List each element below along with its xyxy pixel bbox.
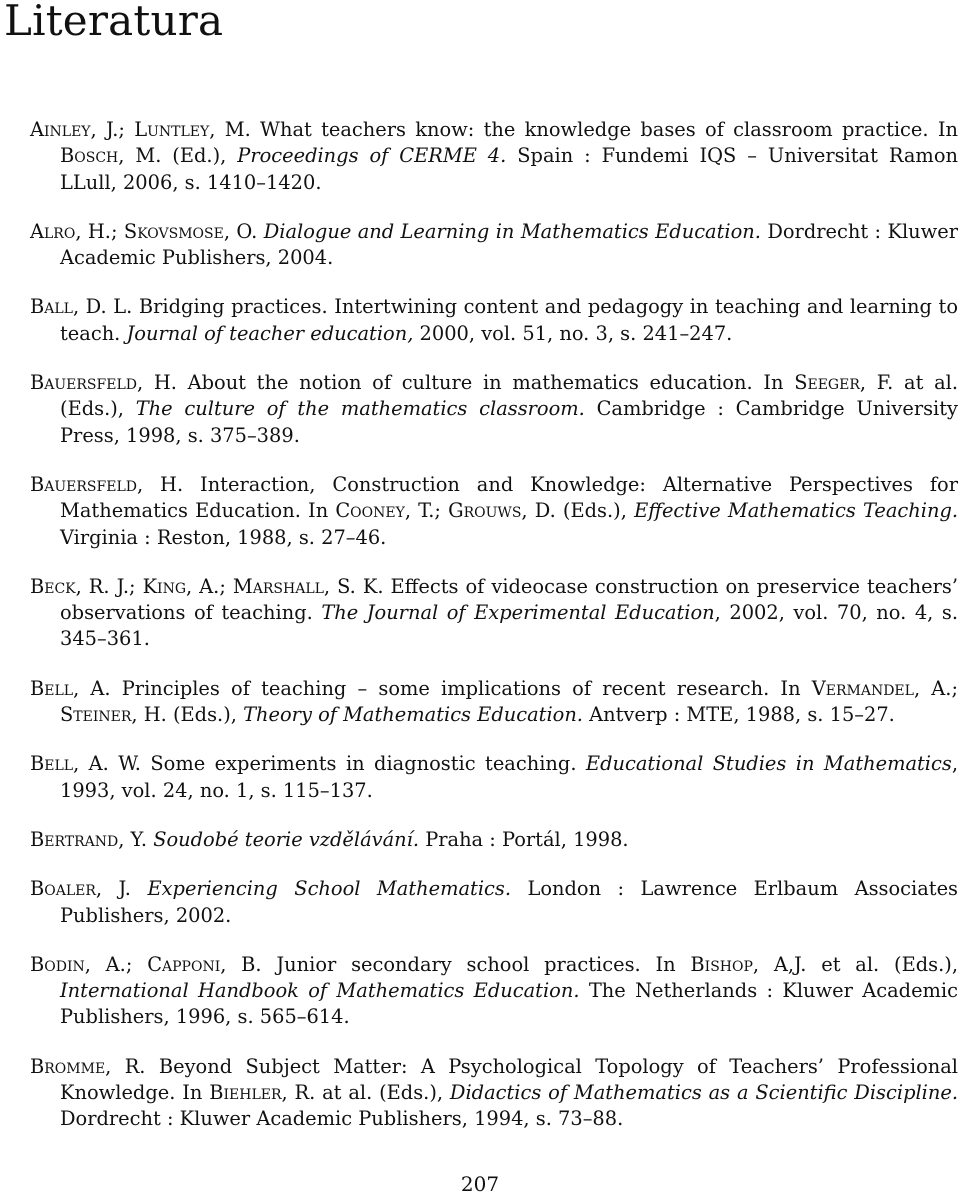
reference-text: Antverp : MTE, 1988, s. 15–27. <box>582 703 895 727</box>
reference-text: Effects of videocase construction on preservice teachers’ observations of teaching. <box>60 574 959 625</box>
reference-author: Marshall, S. K. <box>232 574 384 598</box>
reference-author: Capponi, B. <box>147 952 262 976</box>
reference-text: About the notion of culture in mathematics education. In <box>176 371 795 395</box>
reference-entry <box>30 117 958 196</box>
reference-text: 2000, vol. 51, no. 3, s. 241–247. <box>413 321 733 345</box>
reference-author: Beck, R. J. <box>30 574 130 598</box>
reference-text: (Eds.), <box>166 703 244 727</box>
reference-author: King, A. <box>142 574 220 598</box>
reference-author: Skovsmose, O. <box>123 219 258 243</box>
reference-text: at al. (Eds.), <box>60 371 959 421</box>
reference-text: The Netherlands : Kluwer Academic Publishers, 1996, s. 565–614. <box>60 979 958 1029</box>
reference-author: Luntley, M. <box>134 118 251 141</box>
reference-title: Dialogue and Learning in Mathematics Education. <box>263 219 761 243</box>
reference-text: What teachers know: the knowledge bases of classroom practice. In <box>250 118 958 141</box>
reference-entry <box>30 827 958 853</box>
reference-title: Educational Studies in Mathematics <box>585 752 952 776</box>
reference-entry <box>30 370 958 449</box>
reference-list <box>30 117 958 1156</box>
reference-entry <box>30 876 958 929</box>
reference-text: Some experiments in diagnostic teaching. <box>140 752 586 776</box>
reference-title: Didactics of Mathematics as a Scientific Discipline. <box>449 1081 959 1105</box>
reference-entry <box>30 574 958 653</box>
reference-text: at al. (Eds.), <box>315 1081 450 1105</box>
reference-text: (Ed.), <box>161 144 238 168</box>
reference-text: ; <box>219 574 233 598</box>
reference-text: ; <box>434 499 449 523</box>
reference-text: et al. (Eds.), <box>806 952 958 976</box>
reference-text: Junior secondary school practices. In <box>261 952 691 976</box>
reference-text: Virginia : Reston, 1988, s. 27–46. <box>60 525 387 549</box>
reference-author: Biehler, R. <box>209 1081 316 1105</box>
reference-title: International Handbook of Mathematics Education. <box>60 979 580 1003</box>
reference-author: Alro, H. <box>30 219 111 243</box>
reference-title: Effective Mathematics Teaching. <box>634 499 959 523</box>
reference-author: Ainley, J. <box>30 118 119 141</box>
reference-author: Bertrand, Y. <box>30 827 148 851</box>
reference-text: London : Lawrence Erlbaum Associates Publishers, 2002. <box>60 877 958 927</box>
reference-text: Interaction, Construction and Knowledge: Alternative Perspectives for Mathematics Education. In <box>60 472 958 523</box>
reference-entry <box>30 294 958 347</box>
reference-author: Seeger, F. <box>794 371 894 395</box>
reference-entry <box>30 952 958 1031</box>
reference-author: Steiner, H. <box>60 703 167 727</box>
reference-text: Dordrecht : Kluwer Academic Publishers, 2004. <box>60 219 958 270</box>
reference-author: Grouws, D. <box>448 499 556 523</box>
reference-title: The Journal of Experimental Education <box>321 601 715 625</box>
reference-text: Dordrecht : Kluwer Academic Publishers, 1994, s. 73–88. <box>60 1107 624 1131</box>
reference-text: Spain : Fundemi IQS – Universitat Ramon LLull, 2006, s. 1410–1420. <box>60 144 958 194</box>
reference-text: , 2002, vol. 70, no. 4, s. 345–361. <box>60 601 958 651</box>
reference-text: ; <box>125 952 148 976</box>
reference-title: Soudobé teorie vzdělávání. <box>153 827 420 851</box>
reference-author: Bromme, R. <box>30 1054 146 1078</box>
reference-text: Praha : Portál, 1998. <box>419 827 629 851</box>
reference-text: (Eds.), <box>555 499 635 523</box>
reference-author: Bishop, A,J. <box>690 952 807 976</box>
reference-title: Experiencing School Mathematics. <box>147 877 512 901</box>
reference-author: Bosch, M. <box>60 144 162 168</box>
reference-text: Beyond Subject Matter: A Psychological Topology of Teachers’ Professional Knowledge. In <box>60 1054 959 1105</box>
reference-entry <box>30 219 958 272</box>
page-number: 207 <box>460 1172 500 1196</box>
reference-text: , 1993, vol. 24, no. 1, s. 115–137. <box>60 752 958 802</box>
reference-entry <box>30 1054 958 1133</box>
page-title: Literatura <box>4 0 224 45</box>
reference-text: ; <box>129 574 143 598</box>
reference-author: Bell, A. <box>30 676 111 700</box>
reference-author: Bauersfeld, H. <box>30 472 184 496</box>
reference-title: Theory of Mathematics Education. <box>243 703 583 727</box>
reference-text: Bridging practices. Intertwining content and pedagogy in teaching and learning to teach. <box>60 295 958 345</box>
reference-entry <box>30 751 958 804</box>
reference-title: Journal of teacher education, <box>126 321 414 345</box>
reference-author: Ball, D. L. <box>30 295 133 319</box>
reference-author: Bodin, A. <box>30 952 126 976</box>
reference-text: ; <box>118 118 135 141</box>
reference-text <box>131 877 147 900</box>
reference-author: Vermandel, A. <box>811 676 952 700</box>
reference-entry <box>30 472 958 551</box>
reference-author: Cooney, T. <box>335 499 435 523</box>
reference-text: ; <box>110 219 124 243</box>
reference-title: Proceedings of CERME 4. <box>237 144 507 168</box>
reference-text: Principles of teaching – some implications of recent research. In <box>110 676 812 700</box>
reference-author: Boaler, J. <box>30 877 131 901</box>
reference-entry <box>30 676 958 729</box>
reference-title: The culture of the mathematics classroom. <box>135 397 585 421</box>
reference-author: Bell, A. W. <box>30 752 141 776</box>
reference-author: Bauersfeld, H. <box>30 371 177 395</box>
reference-text: ; <box>951 676 959 700</box>
reference-text: Cambridge : Cambridge University Press, 1998, s. 375–389. <box>60 397 959 447</box>
